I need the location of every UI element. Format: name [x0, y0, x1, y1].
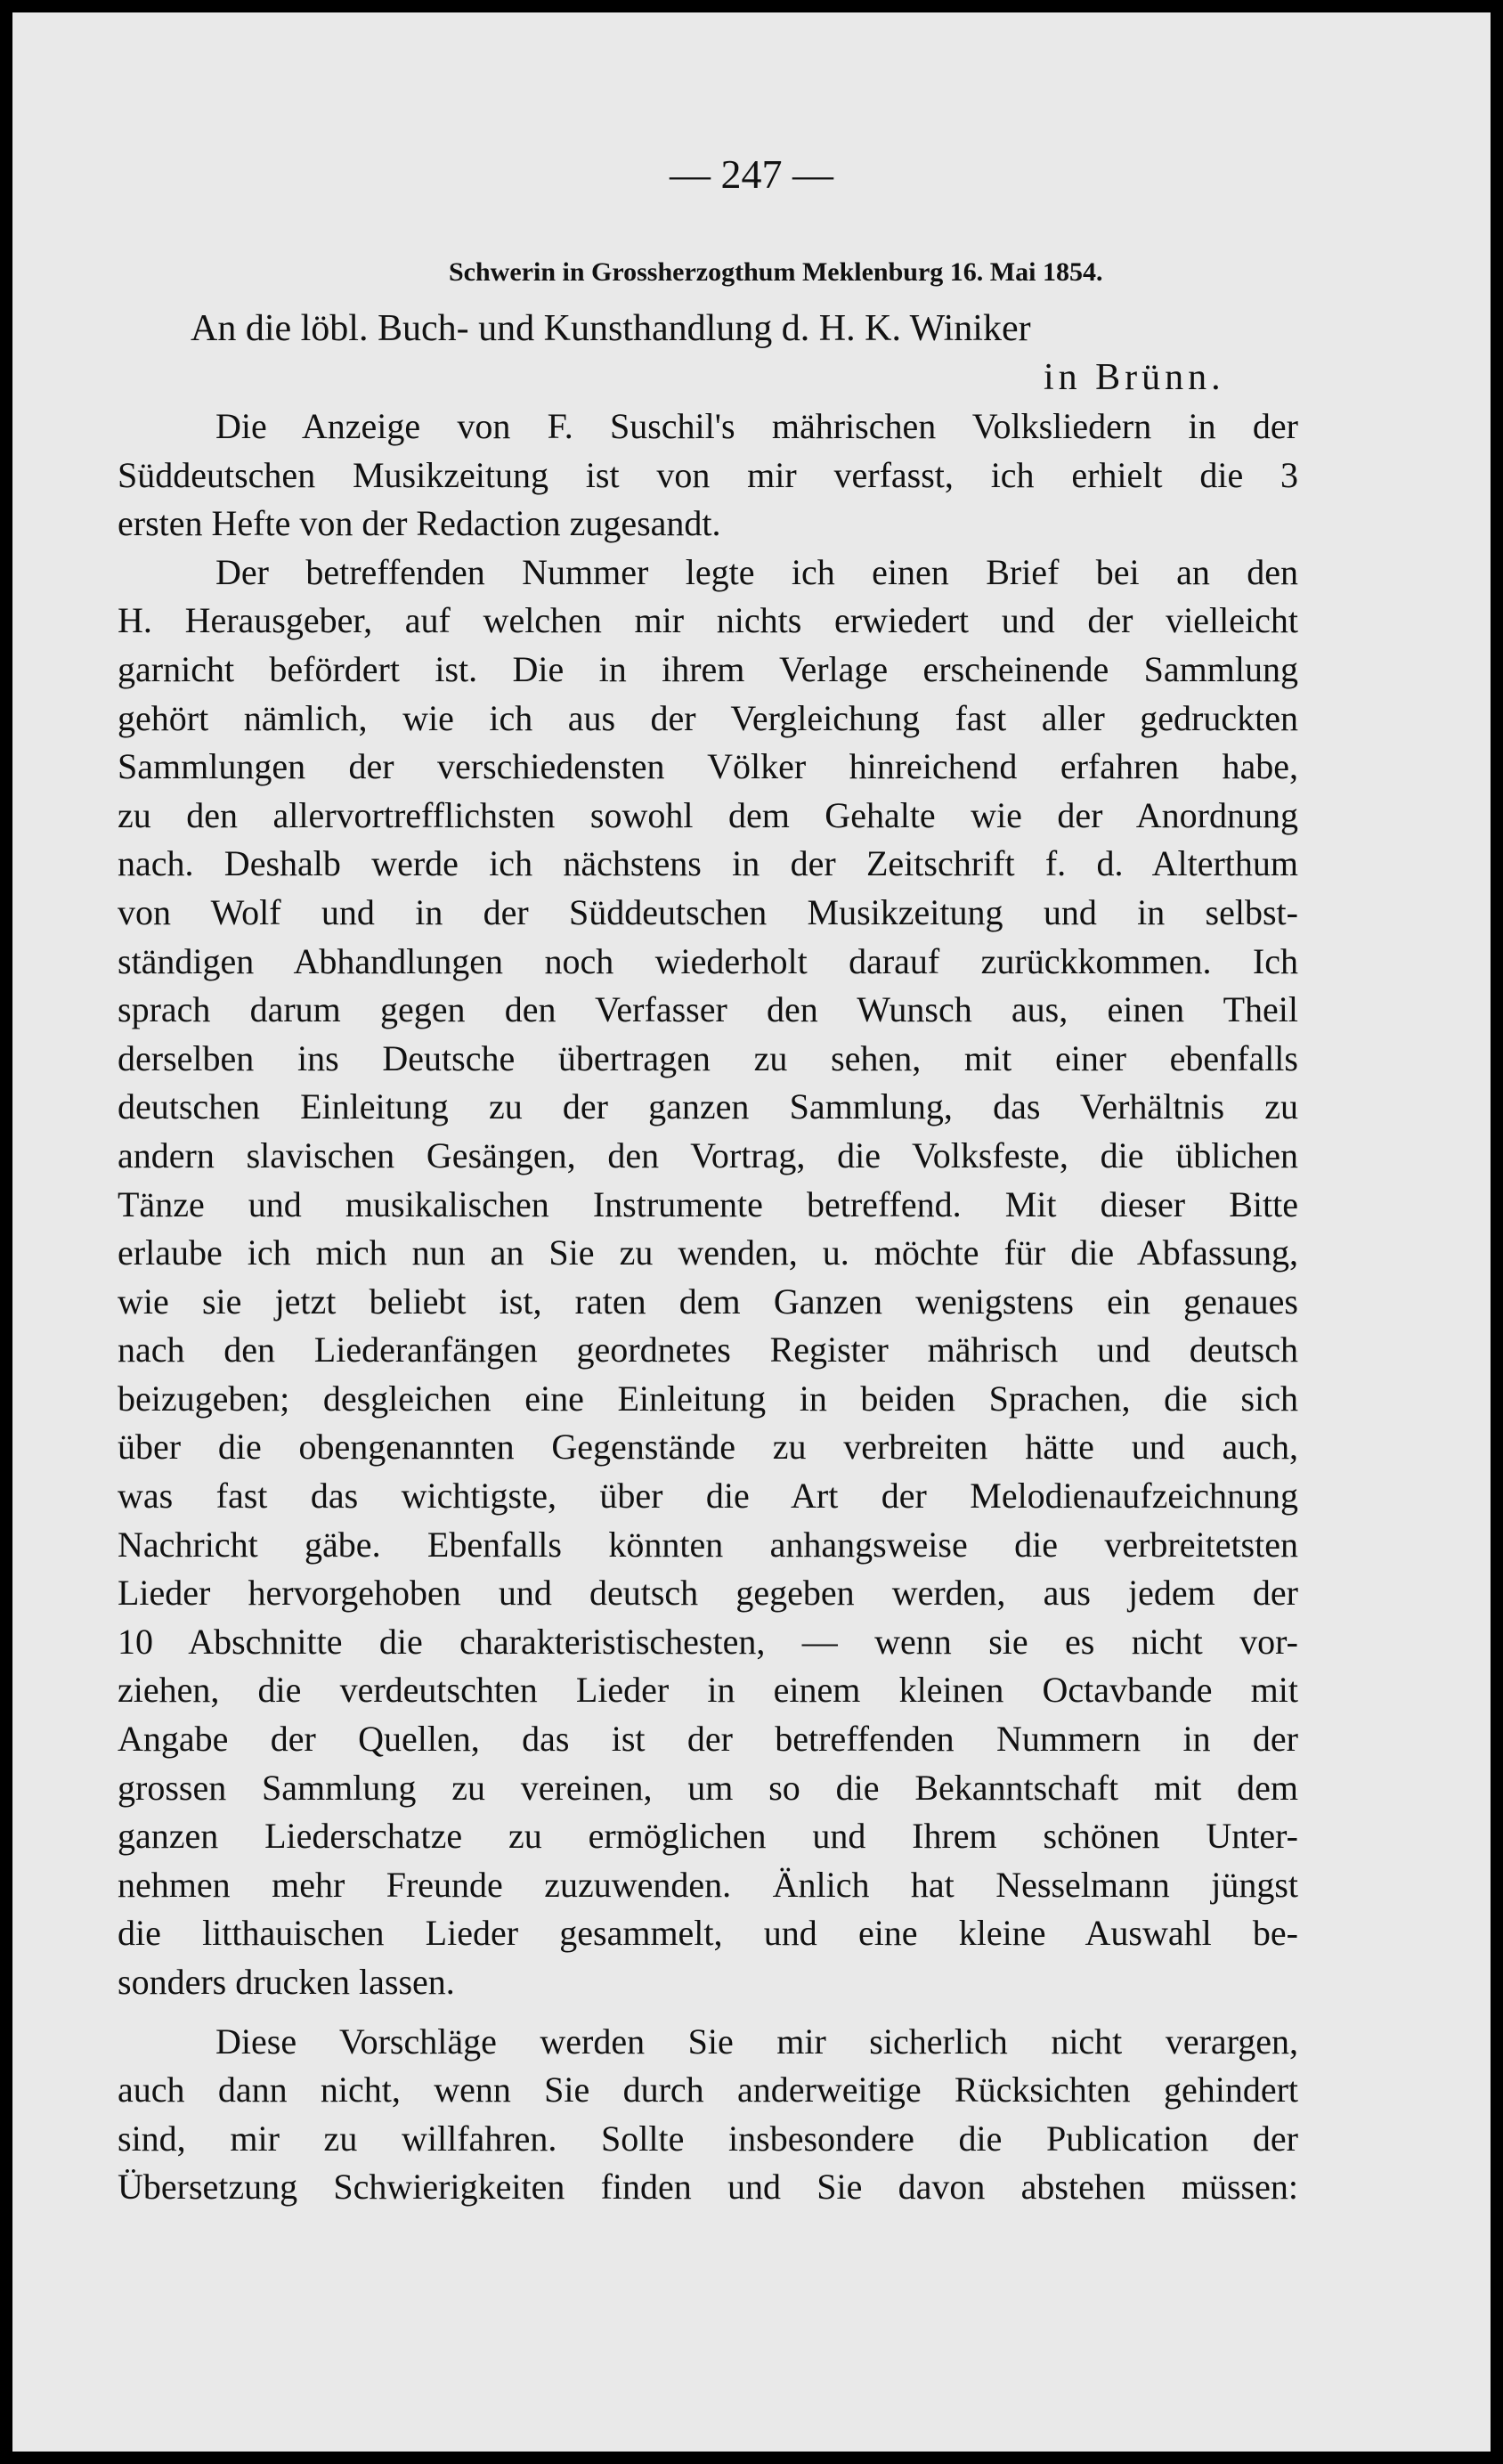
text-line: sind, mir zu willfahren. Sollte insbesondere die Publication der: [118, 2118, 1298, 2159]
text-line: sonders drucken lassen.: [118, 1962, 455, 2002]
text-line: H. Herausgeber, auf welchen mir nichts erwiedert und der vielleicht: [118, 600, 1298, 641]
text-line: ersten Hefte von der Redaction zugesandt.: [118, 503, 721, 544]
text-line: was fast das wichtigste, über die Art der Melodienaufzeichnung: [118, 1476, 1298, 1517]
text-line: Sammlungen der verschiedensten Völker hinreichend erfahren habe,: [118, 746, 1298, 787]
text-line: Tänze und musikalischen Instrumente betreffend. Mit dieser Bitte: [118, 1183, 1298, 1224]
text-line: Übersetzung Schwierigkeiten finden und Sie davon abstehen müssen:: [118, 2167, 1298, 2208]
page-number: — 247 —: [670, 151, 833, 197]
text-line: sprach darum gegen den Verfasser den Wunsch aus, einen Theil: [118, 989, 1298, 1030]
text-line: Nachricht gäbe. Ebenfalls könnten anhangsweise die verbreitetsten: [118, 1524, 1298, 1565]
text-line: 10 Abschnitte die charakteristischesten, — wenn sie es nicht vor-: [118, 1621, 1298, 1662]
text-line: Lieder hervorgehoben und deutsch gegeben werden, aus jedem der: [118, 1573, 1298, 1614]
text-line: die litthauischen Lieder gesammelt, und eine kleine Auswahl be-: [118, 1913, 1298, 1954]
text-line: Der betreffenden Nummer legte ich einen Brief bei an den: [215, 551, 1298, 592]
text-line: Süddeutschen Musikzeitung ist von mir verfasst, ich erhielt die 3: [118, 454, 1298, 495]
letter-body: [118, 403, 1298, 2212]
letter-addressee-place: in Brünn.: [1044, 357, 1225, 398]
text-line: beizugeben; desgleichen eine Einleitung in beiden Sprachen, die sich: [118, 1378, 1298, 1419]
text-line: nehmen mehr Freunde zuzuwenden. Änlich hat Nesselmann jüngst: [118, 1864, 1298, 1905]
text-line: Die Anzeige von F. Suschil's mährischen Volksliedern in der: [215, 406, 1298, 446]
text-line: Angabe der Quellen, das ist der betreffenden Nummern in der: [118, 1719, 1298, 1760]
text-line: derselben ins Deutsche übertragen zu sehen, mit einer ebenfalls: [118, 1037, 1298, 1078]
text-line: nach. Deshalb werde ich nächstens in der Zeitschrift f. d. Alterthum: [118, 843, 1298, 884]
text-line: ziehen, die verdeutschten Lieder in einem kleinen Octavbande mit: [118, 1670, 1298, 1711]
letter-dateline: Schwerin in Grossherzogthum Meklenburg 16. Mai 1854.: [449, 257, 1103, 287]
text-line: deutschen Einleitung zu der ganzen Sammlung, das Verhältnis zu: [118, 1086, 1298, 1127]
text-line: ganzen Liederschatze zu ermöglichen und Ihrem schönen Unter-: [118, 1816, 1298, 1857]
text-line: erlaube ich mich nun an Sie zu wenden, u. möchte für die Abfassung,: [118, 1232, 1298, 1273]
document-page: [12, 12, 1491, 2452]
text-line: zu den allervortrefflichsten sowohl dem Gehalte wie der Anordnung: [118, 794, 1298, 835]
text-line: ständigen Abhandlungen noch wiederholt darauf zurückkommen. Ich: [118, 940, 1298, 981]
paragraph-1: [118, 403, 1298, 549]
paragraph-2: [118, 549, 1298, 2007]
text-line: von Wolf und in der Süddeutschen Musikzeitung und in selbst-: [118, 891, 1298, 932]
text-line: grossen Sammlung zu vereinen, um so die Bekanntschaft mit dem: [118, 1767, 1298, 1808]
text-line: auch dann nicht, wenn Sie durch anderweitige Rücksichten gehindert: [118, 2070, 1298, 2110]
text-line: gehört nämlich, wie ich aus der Vergleichung fast aller gedruckten: [118, 697, 1298, 738]
letter-addressee: An die löbl. Buch- und Kunsthandlung d. H. K. Winiker: [191, 308, 1031, 349]
text-line: Diese Vorschläge werden Sie mir sicherlich nicht verargen,: [215, 2021, 1298, 2061]
paragraph-3: [118, 2018, 1298, 2212]
text-line: andern slavischen Gesängen, den Vortrag, die Volksfeste, die üblichen: [118, 1134, 1298, 1175]
text-line: garnicht befördert ist. Die in ihrem Verlage erscheinende Sammlung: [118, 648, 1298, 689]
text-line: nach den Liederanfängen geordnetes Register mährisch und deutsch: [118, 1330, 1298, 1370]
text-line: über die obengenannten Gegenstände zu verbreiten hätte und auch,: [118, 1427, 1298, 1468]
text-line: wie sie jetzt beliebt ist, raten dem Ganzen wenigstens ein genaues: [118, 1281, 1298, 1321]
